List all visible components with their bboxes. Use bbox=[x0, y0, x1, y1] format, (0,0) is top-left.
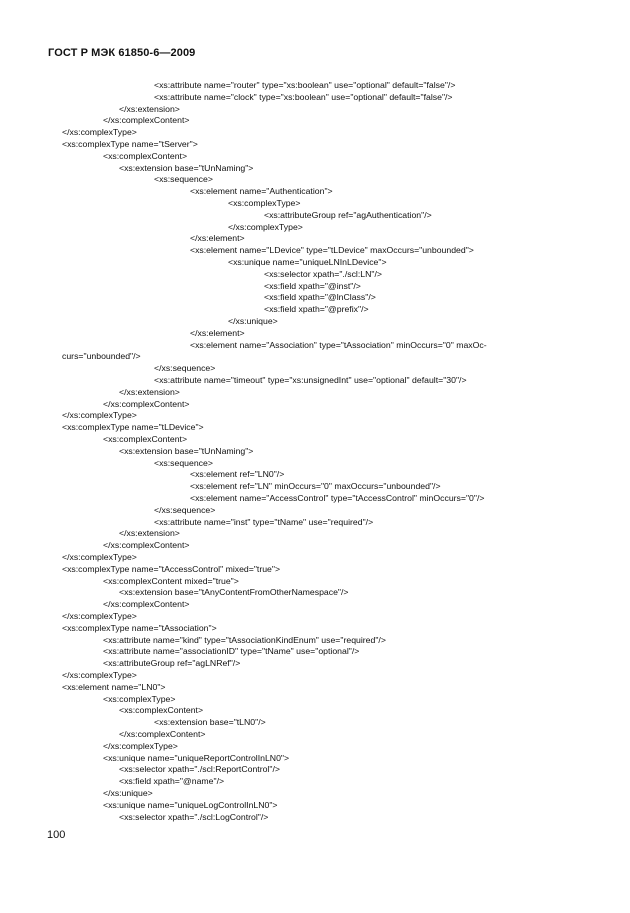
code-line: <xs:attribute name="associationID" type="tName" use="optional"/> bbox=[103, 646, 360, 657]
code-line: <xs:element ref="LN" minOccurs="0" maxOccurs="unbounded"/> bbox=[190, 481, 441, 492]
code-line: <xs:complexContent> bbox=[119, 705, 204, 716]
code-line: </xs:sequence> bbox=[154, 363, 216, 374]
code-line: <xs:element ref="LN0"/> bbox=[190, 469, 285, 480]
code-line: </xs:complexType> bbox=[103, 740, 178, 751]
code-line: </xs:complexType> bbox=[62, 127, 137, 138]
code-line: <xs:selector xpath="./scl:LogControl"/> bbox=[119, 811, 269, 822]
code-line: <xs:complexType name="tAssociation"> bbox=[62, 622, 217, 633]
code-line: <xs:unique name="uniqueLogControlInLN0"> bbox=[103, 799, 278, 810]
code-line: <xs:sequence> bbox=[154, 457, 213, 468]
code-line: </xs:complexType> bbox=[62, 552, 137, 562]
code-line: </xs:extension> bbox=[119, 386, 180, 397]
code-line: <xs:complexType name="tServer"> bbox=[62, 139, 198, 149]
code-line: <xs:element name="LDevice" type="tLDevice" maxOccurs="unbounded"> bbox=[190, 245, 474, 256]
document-header: ГОСТ Р МЭК 61850-6—2009 bbox=[48, 47, 196, 59]
code-line: <xs:element name="LN0"> bbox=[62, 681, 166, 692]
code-line: <xs:complexType name="tAccessControl" mixed="true"> bbox=[62, 563, 281, 574]
code-line: <xs:unique name="uniqueReportControlInLN0"> bbox=[103, 752, 290, 763]
code-line: curs="unbounded"/> bbox=[62, 351, 141, 362]
code-line: </xs:complexType> bbox=[62, 410, 137, 421]
code-line: </xs:sequence> bbox=[154, 504, 216, 515]
code-line: <xs:attributeGroup ref="agLNRef"/> bbox=[103, 658, 241, 669]
code-line: </xs:complexContent> bbox=[103, 540, 190, 551]
code-line: <xs:complexContent> bbox=[103, 150, 188, 161]
code-line: <xs:complexContent> bbox=[103, 434, 188, 444]
code-line: <xs:attribute name="router" type="xs:boolean" use="optional" default="false"/> bbox=[154, 80, 456, 90]
page-number: 100 bbox=[47, 829, 66, 841]
code-line: <xs:attribute name="clock" type="xs:boolean" use="optional" default="false"/> bbox=[154, 91, 453, 102]
code-line: <xs:element name="Authentication"> bbox=[190, 186, 333, 197]
code-line: <xs:field xpath="@prefix"/> bbox=[264, 304, 369, 315]
code-line: </xs:extension> bbox=[119, 528, 180, 539]
code-line: </xs:complexType> bbox=[62, 611, 137, 621]
code-line: <xs:extension base="tUnNaming"> bbox=[119, 162, 254, 173]
code-line: <xs:complexType> bbox=[228, 198, 301, 208]
code-line: <xs:field xpath="@lnClass"/> bbox=[264, 292, 376, 303]
code-line: </xs:extension> bbox=[119, 103, 180, 114]
code-line: </xs:element> bbox=[190, 327, 245, 338]
code-line: <xs:element name="Association" type="tAssociation" minOccurs="0" maxOc- bbox=[190, 339, 487, 350]
code-line: </xs:complexContent> bbox=[119, 729, 206, 739]
code-line: <xs:attributeGroup ref="agAuthentication"/> bbox=[264, 209, 432, 220]
code-line: <xs:extension base="tUnNaming"> bbox=[119, 445, 254, 456]
code-line: </xs:unique> bbox=[228, 316, 278, 326]
code-line: </xs:complexContent> bbox=[103, 599, 190, 610]
code-line: </xs:element> bbox=[190, 233, 245, 244]
code-line: <xs:element name="AccessControl" type="tAccessControl" minOccurs="0"/> bbox=[190, 493, 485, 503]
code-line: </xs:unique> bbox=[103, 788, 153, 798]
code-line: </xs:complexType> bbox=[228, 221, 303, 232]
code-line: <xs:complexContent mixed="true"> bbox=[103, 575, 239, 586]
code-line: <xs:sequence> bbox=[154, 174, 213, 185]
code-line: </xs:complexContent> bbox=[103, 398, 190, 409]
code-line: </xs:complexType> bbox=[62, 670, 137, 680]
code-line: <xs:attribute name="inst" type="tName" use="required"/> bbox=[154, 516, 374, 527]
code-line: <xs:complexType> bbox=[103, 693, 176, 704]
code-line: <xs:unique name="uniqueLNInLDevice"> bbox=[228, 257, 387, 267]
code-line: <xs:attribute name="kind" type="tAssociationKindEnum" use="required"/> bbox=[103, 634, 386, 645]
code-line: <xs:attribute name="timeout" type="xs:unsignedInt" use="optional" default="30"/> bbox=[154, 375, 467, 385]
code-line: <xs:field xpath="@name"/> bbox=[119, 776, 225, 787]
code-line: <xs:field xpath="@inst"/> bbox=[264, 280, 361, 291]
code-line: <xs:selector xpath="./scl:ReportControl"/> bbox=[119, 764, 280, 775]
code-line: <xs:selector xpath="./scl:LN"/> bbox=[264, 268, 382, 279]
code-line: <xs:extension base="tLN0"/> bbox=[154, 717, 266, 728]
code-line: <xs:extension base="tAnyContentFromOtherNamespace"/> bbox=[119, 587, 349, 598]
code-line: </xs:complexContent> bbox=[103, 115, 190, 126]
code-line: <xs:complexType name="tLDevice"> bbox=[62, 422, 204, 433]
